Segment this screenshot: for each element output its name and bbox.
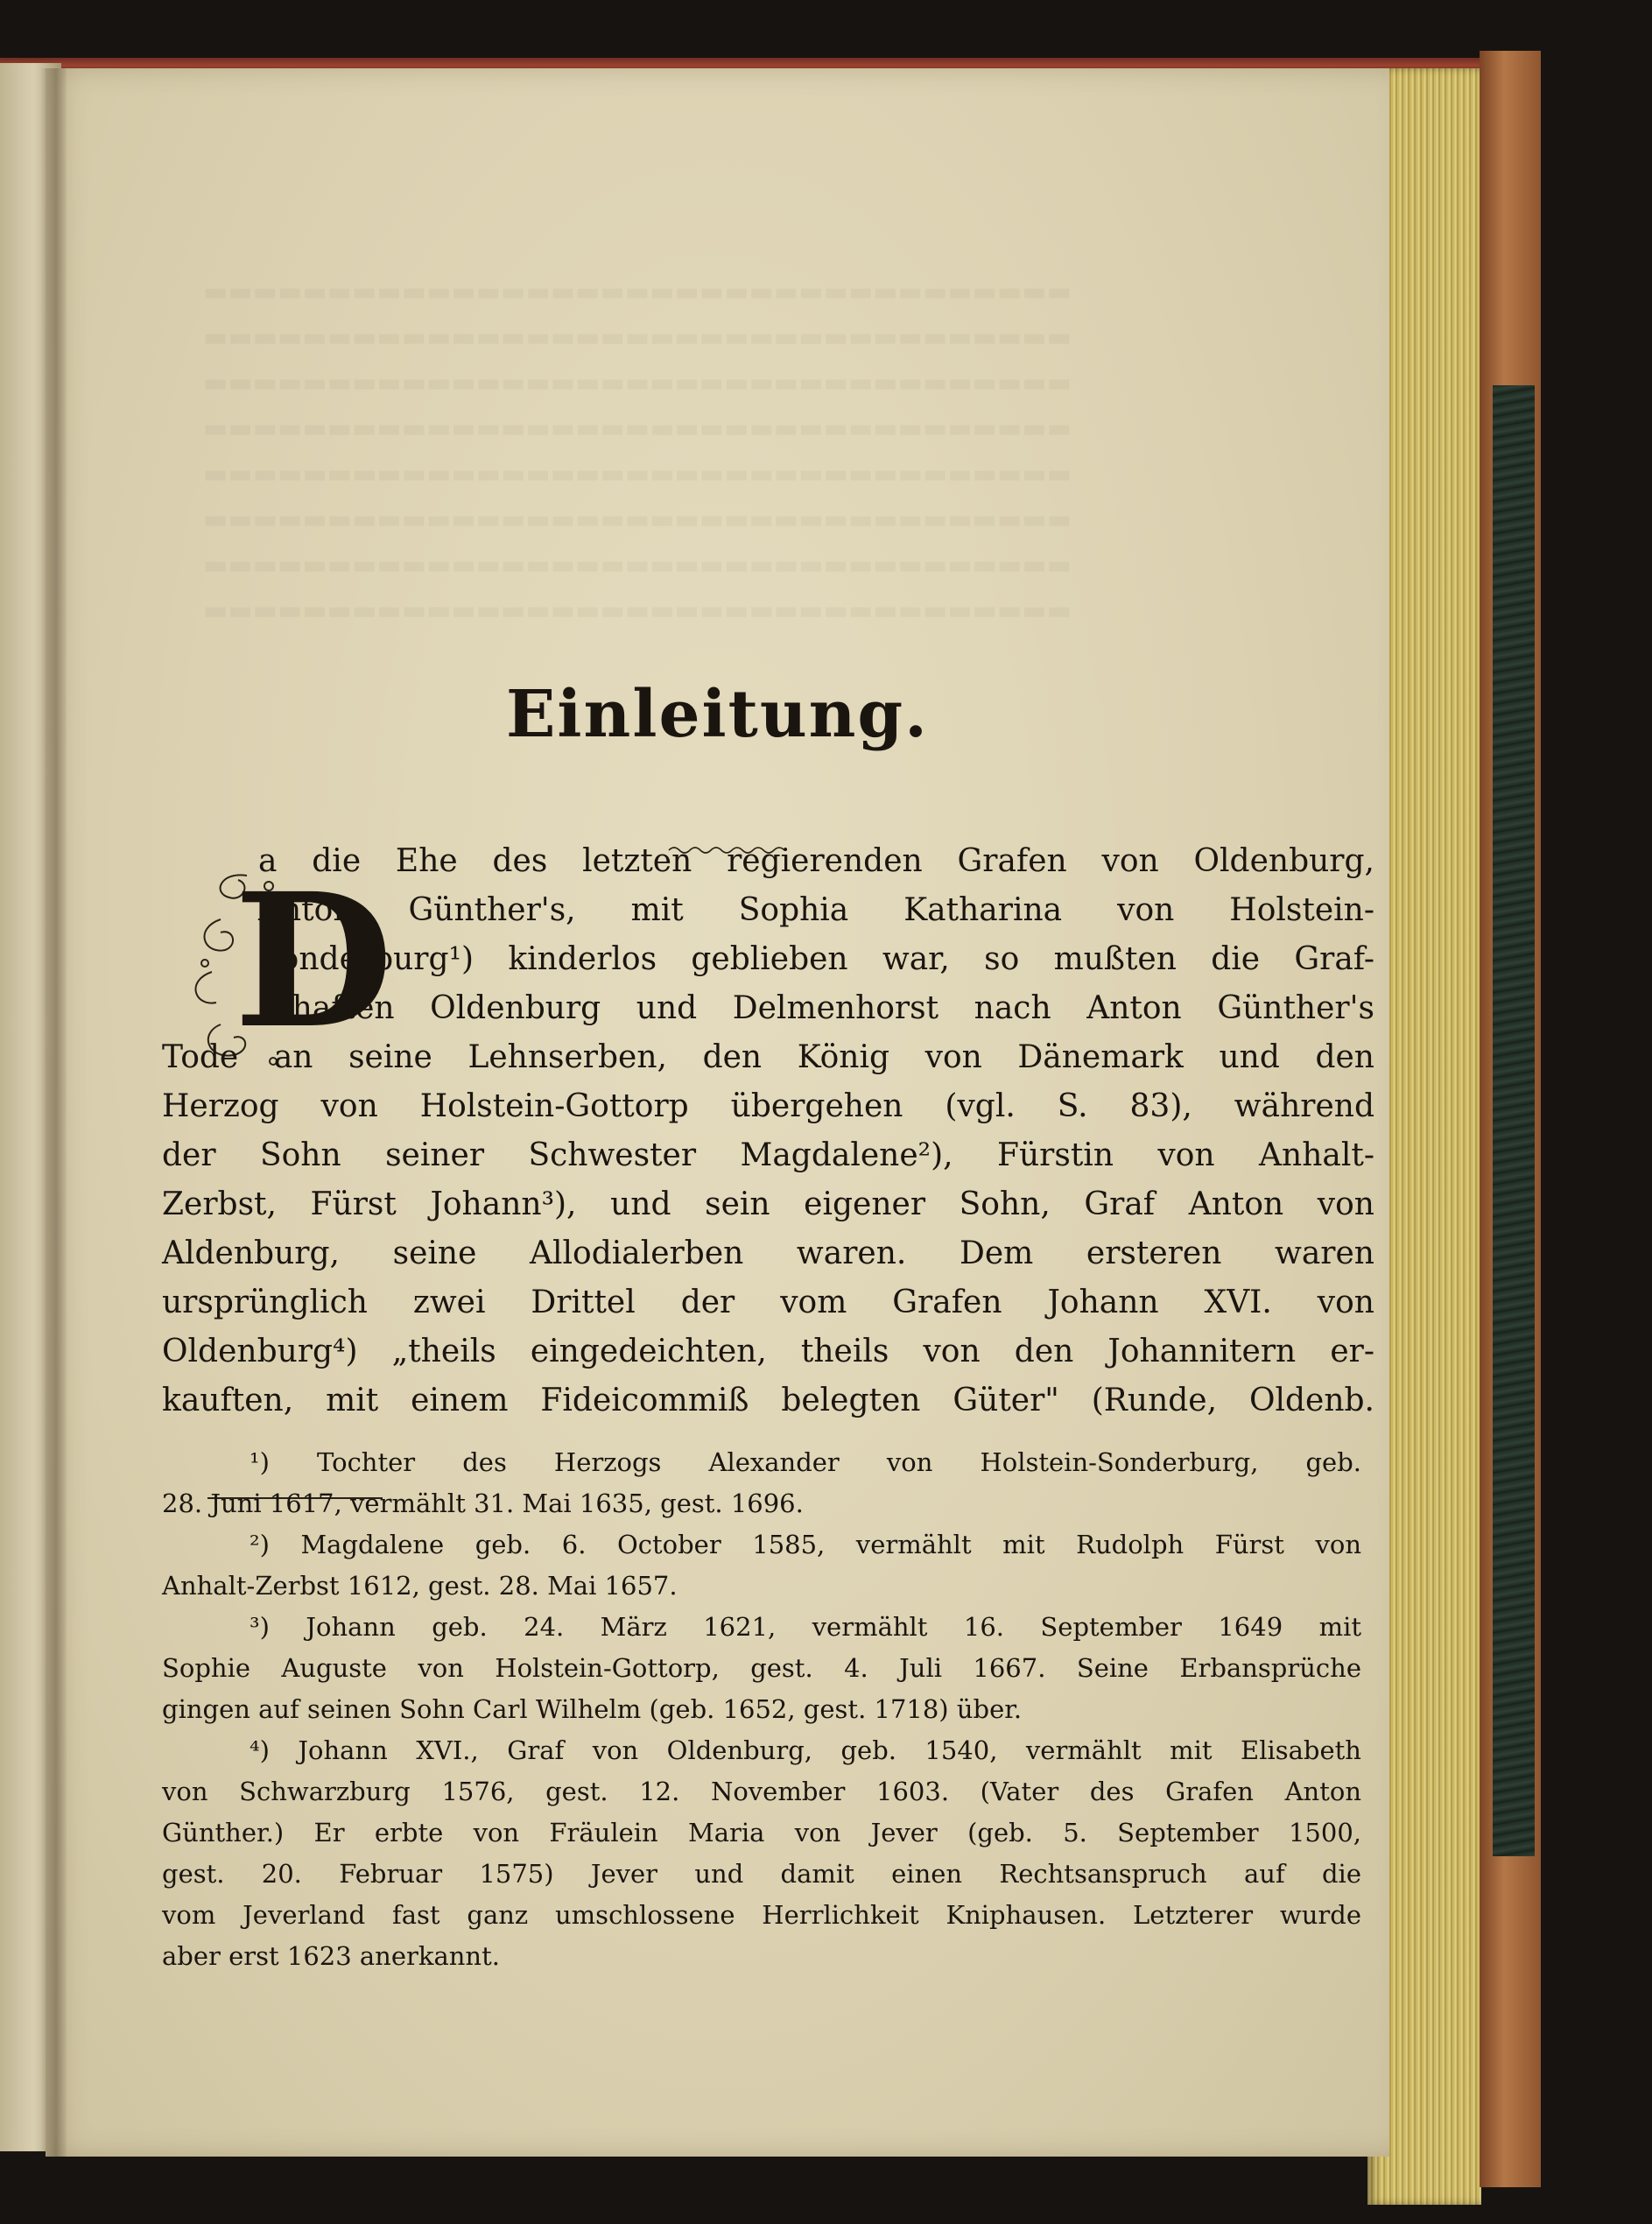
footnote-line: vom Jeverland fast ganz umschlossene Herrlichkeit Kniphausen. Letzterer wurde bbox=[162, 1900, 1361, 1930]
footnote-line: ²) Magdalene geb. 6. October 1585, vermählt mit Rudolph Fürst von bbox=[250, 1530, 1361, 1559]
footnote-line: von Schwarzburg 1576, gest. 12. November 1603. (Vater des Grafen Anton bbox=[162, 1777, 1361, 1806]
footnote-line: ⁴) Johann XVI., Graf von Oldenburg, geb. 1540, vermählt mit Elisabeth bbox=[250, 1735, 1361, 1765]
footnote-line: 28. Juni 1617, vermählt 31. Mai 1635, gest. 1696. bbox=[162, 1489, 804, 1518]
chapter-title: Einleitung. bbox=[506, 677, 929, 752]
body-line: schaften Oldenburg und Delmenhorst nach Anton Günther's bbox=[258, 990, 1374, 1026]
footnote-line: gingen auf seinen Sohn Carl Wilhelm (geb. 1652, gest. 1718) über. bbox=[162, 1694, 1023, 1724]
drop-cap-letter: D bbox=[234, 853, 394, 1069]
book-page bbox=[46, 68, 1389, 2157]
footnote-line: Günther.) Er erbte von Fräulein Maria von Jever (geb. 5. September 1500, bbox=[162, 1818, 1361, 1847]
body-line: Zerbst, Fürst Johann³), und sein eigener Sohn, Graf Anton von bbox=[162, 1186, 1374, 1222]
bleed-through-text: ▬▬▬▬▬▬▬▬▬▬▬▬▬▬▬▬▬▬▬▬▬▬▬▬▬▬▬▬▬▬▬▬▬▬▬ ▬▬▬▬▬▬▬▬▬▬▬▬▬▬▬▬▬▬▬▬▬▬▬▬▬▬▬▬▬▬▬▬▬▬▬ ▬▬▬▬▬▬▬▬▬▬▬▬▬▬▬▬▬▬▬▬▬▬▬▬▬▬▬▬▬▬▬▬▬▬▬ ▬▬▬▬▬▬▬▬▬▬▬▬▬▬▬▬▬▬▬▬▬▬▬▬▬▬▬▬▬▬▬▬▬▬▬ ▬▬▬▬▬▬▬▬▬▬▬▬▬▬▬▬▬▬▬▬▬▬▬▬▬▬▬▬▬▬▬▬▬▬▬ ▬▬▬▬▬▬▬▬▬▬▬▬▬▬▬▬▬▬▬▬▬▬▬▬▬▬▬▬▬▬▬▬▬▬▬ ▬▬▬▬▬▬▬▬▬▬▬▬▬▬▬▬▬▬▬▬▬▬▬▬▬▬▬▬▬▬▬▬▬▬▬ ▬▬▬▬▬▬▬▬▬▬▬▬▬▬▬▬▬▬▬▬▬▬▬▬▬▬▬▬▬▬▬▬▬▬▬ bbox=[203, 277, 1072, 626]
body-line: Tode an seine Lehnserben, den König von Dänemark und den bbox=[162, 1039, 1374, 1075]
footnote-line: aber erst 1623 anerkannt. bbox=[162, 1941, 500, 1971]
body-line: Sonderburg¹) kinderlos geblieben war, so mußten die Graf- bbox=[258, 941, 1374, 977]
footnote-line: Anhalt-Zerbst 1612, gest. 28. Mai 1657. bbox=[162, 1571, 678, 1601]
footnote-line: gest. 20. Februar 1575) Jever und damit einen Rechtsanspruch auf die bbox=[162, 1859, 1361, 1889]
body-line: a die Ehe des letzten regierenden Grafen von Oldenburg, bbox=[258, 843, 1374, 879]
footnote-line: Sophie Auguste von Holstein-Gottorp, gest. 4. Juli 1667. Seine Erbansprüche bbox=[162, 1653, 1361, 1683]
body-line: Herzog von Holstein-Gottorp übergehen (vgl. S. 83), während bbox=[162, 1088, 1374, 1124]
footnote-line: ³) Johann geb. 24. März 1621, vermählt 16. September 1649 mit bbox=[250, 1612, 1361, 1642]
gutter-shadow bbox=[40, 68, 67, 2157]
cover-marbled-panel bbox=[1493, 385, 1535, 1856]
body-line: Aldenburg, seine Allodialerben waren. Dem ersteren waren bbox=[162, 1235, 1374, 1271]
body-line: kauften, mit einem Fideicommiß belegten Güter" (Runde, Oldenb. bbox=[162, 1383, 1374, 1418]
footnote-line: ¹) Tochter des Herzogs Alexander von Holstein-Sonderburg, geb. bbox=[250, 1447, 1361, 1477]
body-line: der Sohn seiner Schwester Magdalene²), Fürstin von Anhalt- bbox=[162, 1137, 1374, 1173]
body-line: ursprünglich zwei Drittel der vom Grafen Johann XVI. von bbox=[162, 1284, 1374, 1320]
body-line: Anton Günther's, mit Sophia Katharina von Holstein- bbox=[258, 892, 1374, 928]
body-line: Oldenburg⁴) „theils eingedeichten, theils von den Johannitern er- bbox=[162, 1334, 1374, 1369]
